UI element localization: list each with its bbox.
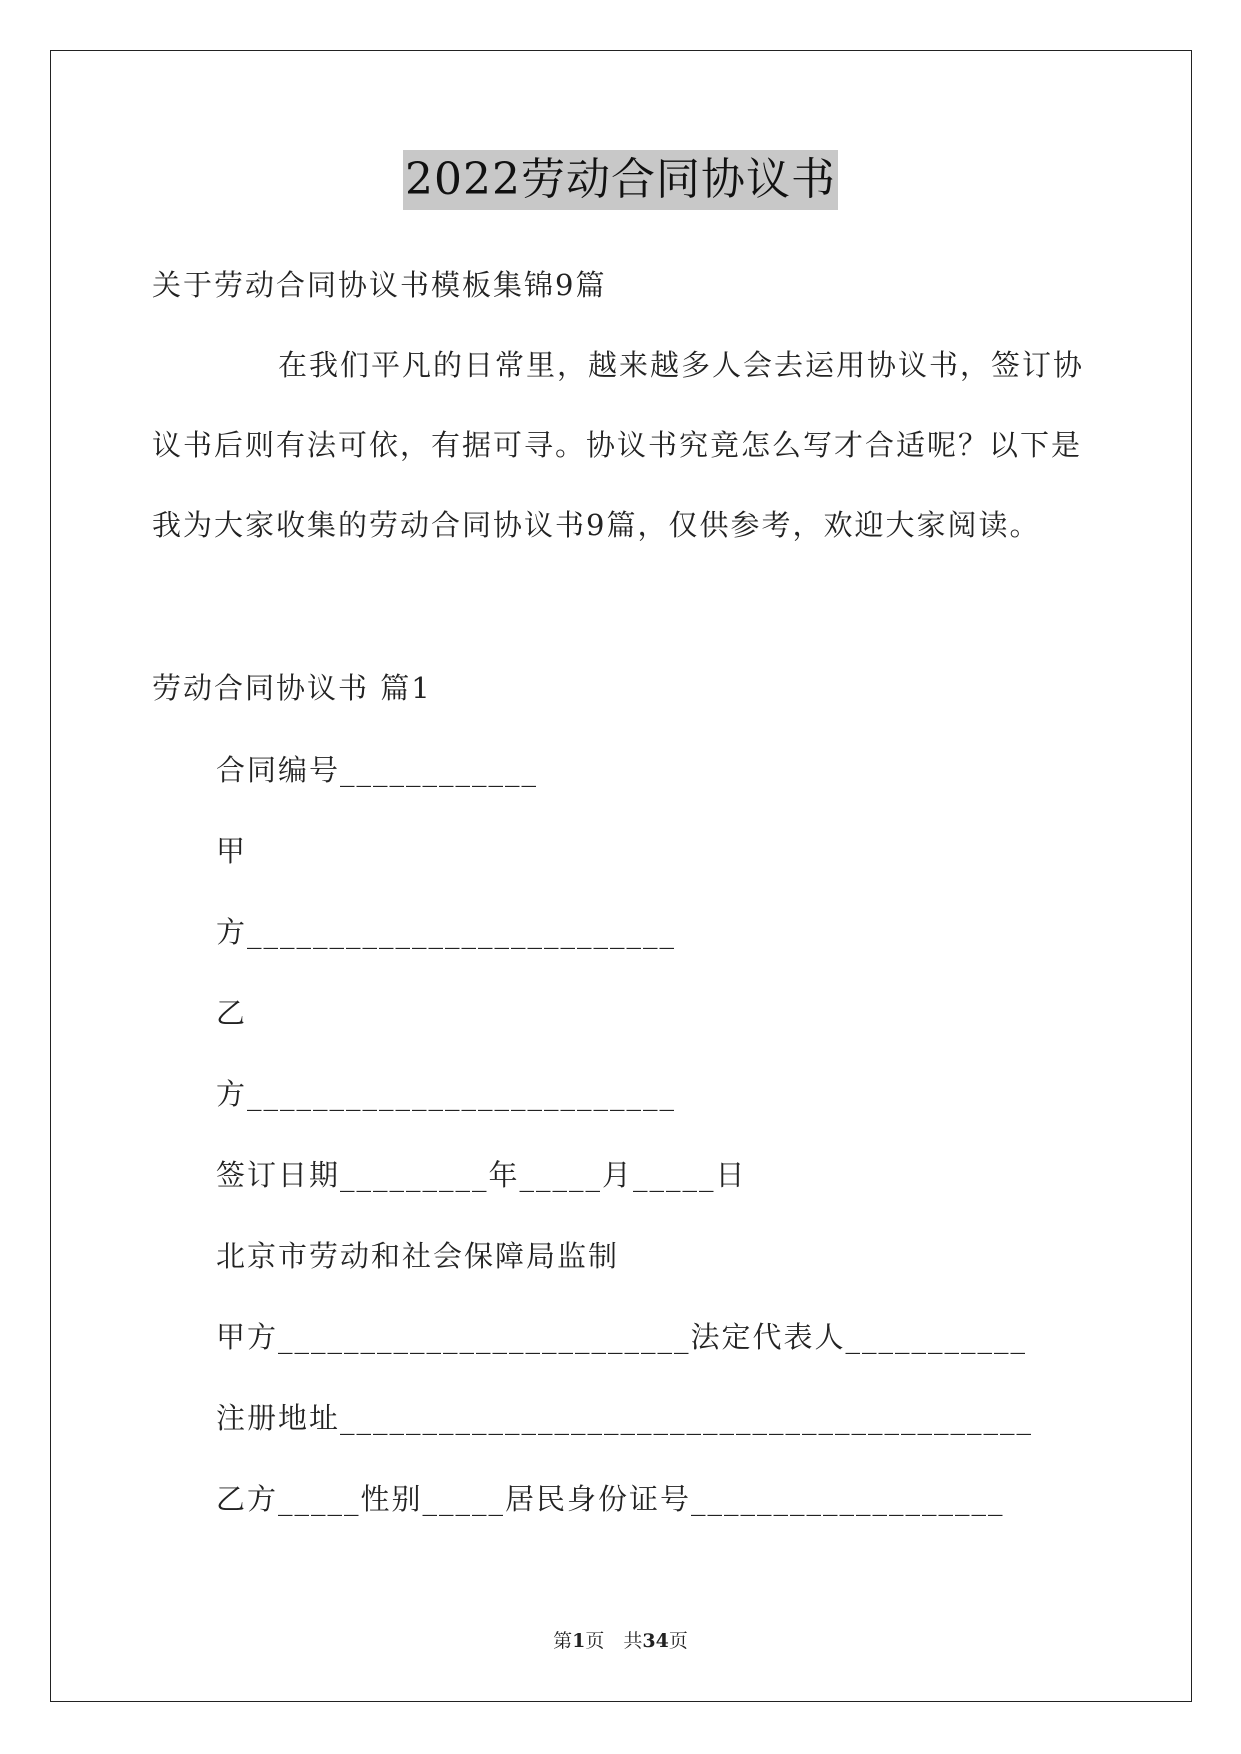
title-wrap [0,150,1241,210]
supervision-note: 北京市劳动和社会保障局监制 [216,1239,620,1273]
party-b-label-top: 乙 [216,996,248,1030]
intro-line-1: 在我们平凡的日常里，越来越多人会去运用协议书，签订协 [278,348,1085,382]
footer-total-pages: 34 [642,1630,669,1652]
party-b-field: 方__________________________ [216,1077,677,1111]
party-a-label-top: 甲 [216,834,248,868]
party-b-identity-field: 乙方_____性别_____居民身份证号___________________ [216,1482,1005,1516]
signing-date-field: 签订日期_________年_____月_____日 [216,1158,747,1192]
intro-line-3: 我为大家收集的劳动合同协议书9篇，仅供参考，欢迎大家阅读。 [152,508,1041,542]
registered-address-field: 注册地址__________________________________________ [216,1401,1034,1435]
page-footer [0,1626,1241,1653]
party-a-representative-field: 甲方_________________________法定代表人___________ [216,1320,1028,1354]
footer-prefix: 第 [553,1630,573,1652]
section-heading: 劳动合同协议书 篇1 [152,671,432,705]
document-title: 2022劳动合同协议书 [403,150,838,210]
party-a-field: 方__________________________ [216,915,677,949]
footer-suffix: 页 [668,1630,688,1652]
footer-mid: 页 共 [585,1630,643,1652]
intro-line-2: 议书后则有法可依，有据可寻。协议书究竟怎么写才合适呢？以下是 [152,428,1083,462]
document-subtitle: 关于劳动合同协议书模板集锦9篇 [152,268,607,302]
footer-current-page: 1 [572,1630,586,1652]
contract-number-field: 合同编号____________ [216,753,539,787]
